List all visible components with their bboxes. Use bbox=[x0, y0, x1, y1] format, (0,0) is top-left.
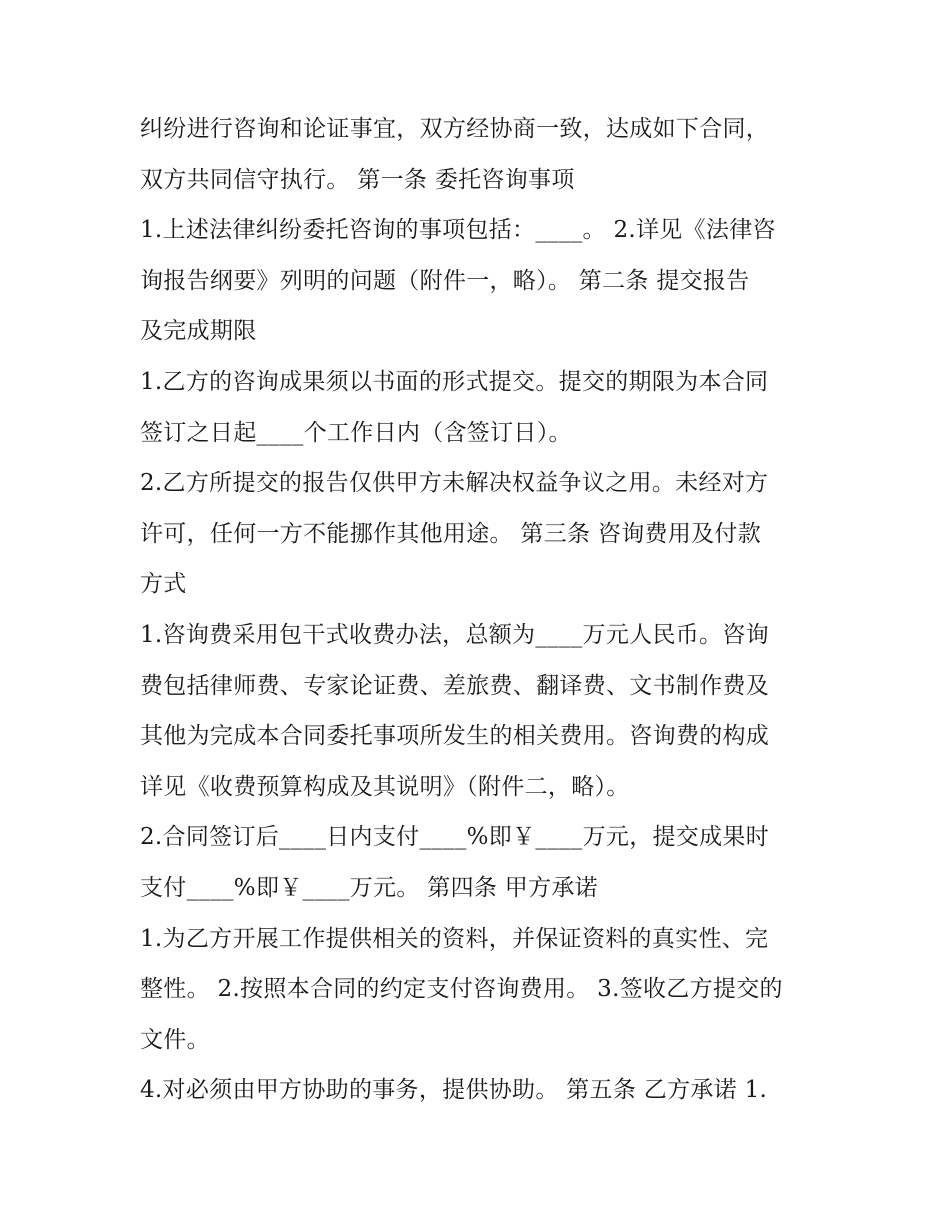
text-line: 1.上述法律纠纷委托咨询的事项包括：____。 2.详见《法律咨 bbox=[140, 217, 776, 244]
text-line: 签订之日起____个工作日内（含签订日）。 bbox=[140, 419, 572, 446]
text-line: 4.对必须由甲方协助的事务，提供协助。 第五条 乙方承诺 1. bbox=[140, 1077, 768, 1104]
text-line: 支付____%即￥____万元。 第四条 甲方承诺 bbox=[140, 874, 598, 901]
text-line: 双方共同信守执行。 第一条 委托咨询事项 bbox=[140, 166, 575, 193]
document-page bbox=[140, 104, 820, 1116]
text-line: 许可，任何一方不能挪作其他用途。 第三条 咨询费用及付款 bbox=[140, 520, 762, 547]
text-line: 及完成期限 bbox=[140, 318, 257, 345]
text-line: 文件。 bbox=[140, 1026, 210, 1053]
text-line: 1.咨询费采用包干式收费办法，总额为____万元人民币。咨询 bbox=[140, 621, 769, 648]
text-line: 方式 bbox=[140, 571, 187, 598]
text-line: 整性。 2.按照本合同的约定支付咨询费用。 3.签收乙方提交的 bbox=[140, 976, 783, 1003]
text-line: 1.为乙方开展工作提供相关的资料，并保证资料的真实性、完 bbox=[140, 925, 769, 952]
text-line: 2.合同签订后____日内支付____%即￥____万元，提交成果时 bbox=[140, 824, 769, 851]
text-line: 费包括律师费、专家论证费、差旅费、翻译费、文书制作费及 bbox=[140, 672, 770, 699]
text-line: 1.乙方的咨询成果须以书面的形式提交。提交的期限为本合同 bbox=[140, 368, 769, 395]
text-line: 询报告纲要》列明的问题（附件一，略）。 第二条 提交报告 bbox=[140, 267, 750, 294]
text-line: 其他为完成本合同委托事项所发生的相关费用。咨询费的构成 bbox=[140, 723, 770, 750]
text-line: 2.乙方所提交的报告仅供甲方未解决权益争议之用。未经对方 bbox=[140, 470, 769, 497]
text-line: 纠纷进行咨询和论证事宜，双方经协商一致，达成如下合同， bbox=[140, 116, 770, 142]
text-line: 详见《收费预算构成及其说明》（附件二，略）。 bbox=[140, 773, 630, 800]
